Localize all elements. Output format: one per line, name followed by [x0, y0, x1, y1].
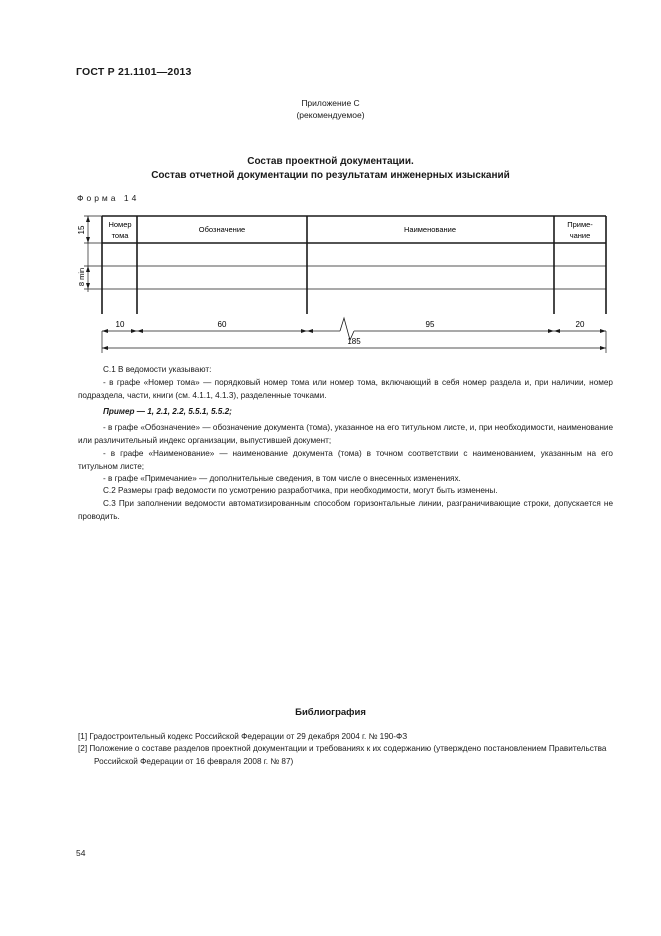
dim-col1: 10	[115, 320, 125, 329]
header-note-1: Приме-	[567, 220, 593, 229]
dim-col3: 95	[425, 320, 435, 329]
page-number: 54	[76, 848, 86, 858]
dim-total: 185	[347, 337, 361, 346]
dim-row-height: 8 min	[77, 267, 86, 287]
appendix-title-line2: Состав отчетной документации по результатам инженерных изысканий	[151, 170, 510, 181]
appendix-status: (рекомендуемое)	[296, 110, 365, 120]
note-c1-volume: - в графе «Номер тома» — порядковый номер тома или номер тома, включающий в себя номер раздела и, при наличии, номер подраздела, части, книги (см. 4.1.1, 4.1.3), разделенные точками.	[78, 378, 613, 401]
form-table-drawing	[0, 0, 661, 360]
bibliography-item-1: [1] Градостроительный кодекс Российской Федерации от 29 декабря 2004 г. № 190-ФЗ	[78, 732, 408, 741]
header-name: Наименование	[404, 225, 456, 234]
appendix-title-line1: Состав проектной документации.	[247, 156, 414, 167]
document-code: ГОСТ Р 21.1101—2013	[76, 66, 192, 78]
dim-col4: 20	[575, 320, 585, 329]
appendix-label: Приложение С	[301, 98, 360, 108]
note-c1-designation: - в графе «Обозначение» — обозначение документа (тома), указанное на его титульном листе, и, при необходимости, наименование или различительный индекс организации, выпустившей документ;	[78, 423, 613, 446]
note-c2: С.2 Размеры граф ведомости по усмотрению разработчика, при необходимости, могут быть изменены.	[103, 486, 498, 495]
dim-col2: 60	[217, 320, 227, 329]
note-c3: С.3 При заполнении ведомости автоматизированным способом горизонтальные линии, разграничивающие строки, допускается не проводить.	[78, 499, 613, 522]
note-c1-intro: С.1 В ведомости указывают:	[103, 365, 212, 374]
bibliography-title: Библиография	[295, 707, 366, 718]
header-note-2: чание	[569, 231, 591, 240]
header-number: Номер	[108, 220, 132, 229]
dim-header-height: 15	[77, 225, 86, 235]
header-volume: тома	[111, 231, 129, 240]
form-label: Форма 14	[77, 193, 140, 203]
note-example: Пример — 1, 2.1, 2.2, 5.5.1, 5.5.2;	[103, 407, 232, 416]
note-c1-remark: - в графе «Примечание» — дополнительные сведения, в том числе о внесенных изменениях.	[103, 474, 461, 483]
bibliography-item-2: [2] Положение о составе разделов проектной документации и требованиях к их содержанию (утверждено постановлением Правительства Российской Федерации от 16 февраля 2008 г. № 87)	[78, 744, 607, 766]
header-designation: Обозначение	[198, 225, 246, 234]
note-c1-name: - в графе «Наименование» — наименование документа (тома) в точном соответствии с наименованием, указанным на его титульном листе;	[78, 449, 613, 472]
